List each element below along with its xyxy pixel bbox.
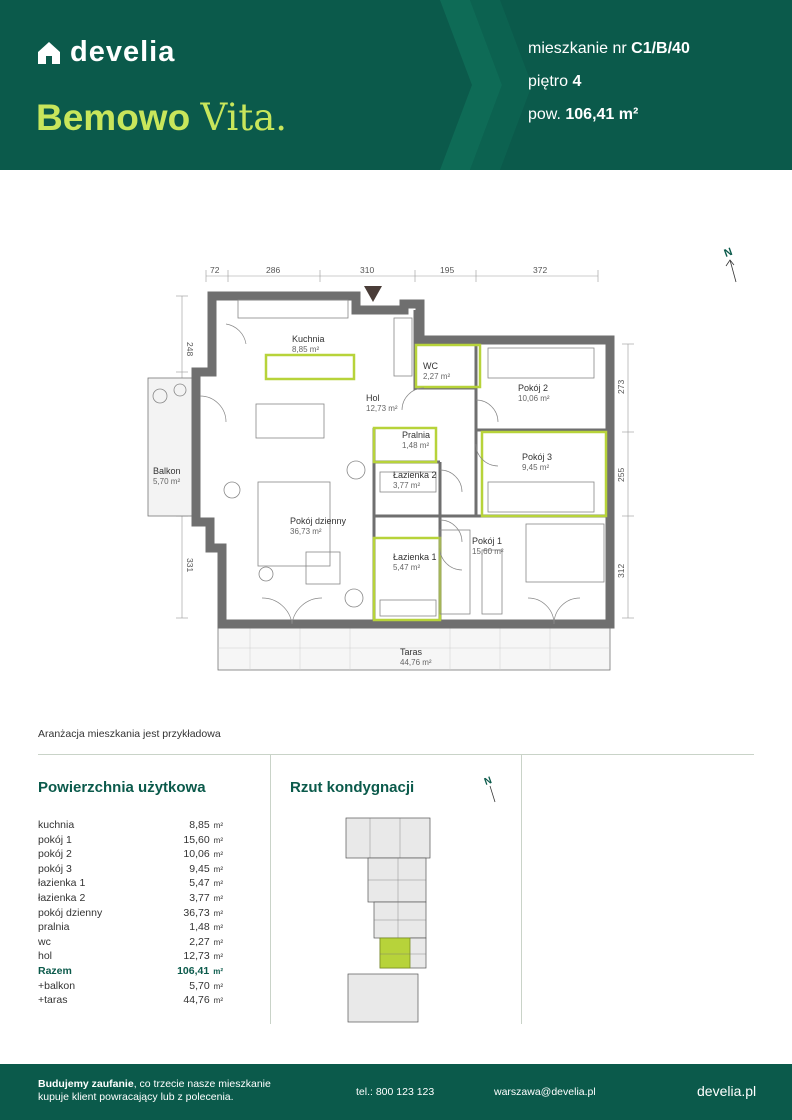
- area-row-unit: m²: [213, 923, 223, 933]
- area-row-name: łazienka 2: [38, 891, 86, 904]
- area-table: [38, 818, 223, 1008]
- room-terrace-area: 44,76 m²: [400, 658, 432, 667]
- area-row-name: +balkon: [38, 979, 76, 992]
- area-row-value: [189, 920, 223, 935]
- column-divider-2: [521, 754, 522, 1024]
- north-label: N: [722, 245, 735, 260]
- area-row-name: pokój dzienny: [38, 906, 103, 919]
- floor-plan-title: Rzut kondygnacji: [290, 779, 415, 796]
- dim-left-1: 248: [185, 342, 195, 357]
- area-row-number: 12,73: [183, 950, 210, 963]
- area-row-name: pokój 2: [38, 848, 72, 861]
- area-row-number: 36,73: [183, 906, 210, 919]
- area-row: [38, 862, 223, 877]
- room-labels: [153, 334, 552, 667]
- area-row-number: 9,45: [189, 862, 210, 875]
- floor-value: 4: [572, 73, 582, 90]
- room-bedroom2-area: 10,06 m²: [518, 394, 550, 403]
- room-bathroom1-area: 5,47 m²: [393, 563, 421, 572]
- area-row-value: [189, 876, 223, 891]
- balcony: [148, 378, 196, 516]
- room-bedroom3-area: 9,45 m²: [522, 463, 550, 472]
- area-value: 106,41 m²: [565, 106, 639, 123]
- area-row: [38, 935, 223, 950]
- svg-text:N: N: [482, 775, 494, 788]
- room-balcony-area: 5,70 m²: [153, 477, 181, 486]
- room-bathroom2-area: 3,77 m²: [393, 481, 421, 490]
- footer-slogan-rest: , co trzecie nasze mieszkanie kupuje klient powracający lub z polecenia.: [38, 1078, 271, 1103]
- area-row-number: 15,60: [183, 833, 210, 846]
- area-row-name: wc: [38, 935, 51, 948]
- section-divider: [38, 754, 754, 755]
- area-row-unit: m²: [213, 937, 223, 947]
- floor-map-highlighted-unit: [380, 938, 410, 968]
- room-laundry-area: 1,48 m²: [402, 441, 430, 450]
- area-row-unit: m²: [213, 864, 223, 874]
- area-row-number: 1,48: [189, 921, 210, 934]
- room-balcony-name: Balkon: [153, 466, 181, 476]
- area-row-value: [183, 993, 223, 1008]
- area-row-value: [183, 906, 223, 921]
- dim-top-4: 195: [440, 265, 455, 275]
- area-row-value: [189, 862, 223, 877]
- footer-slogan: [38, 1078, 288, 1104]
- area-row: [38, 818, 223, 833]
- areas-title: Powierzchnia użytkowa: [38, 779, 206, 796]
- interior-walls: [374, 310, 606, 620]
- area-row-number: 44,76: [183, 994, 210, 1007]
- room-living-name: Pokój dzienny: [290, 516, 347, 526]
- area-row: [38, 833, 223, 848]
- room-living-area: 36,73 m²: [290, 527, 322, 536]
- room-laundry-name: Pralnia: [402, 430, 431, 440]
- room-wc-name: WC: [423, 361, 438, 371]
- footer: [0, 1064, 792, 1120]
- room-hall-area: 12,73 m²: [366, 404, 398, 413]
- area-row: [38, 920, 223, 935]
- apartment-number: [528, 40, 690, 58]
- area-row: [38, 891, 223, 906]
- area-row: [38, 949, 223, 964]
- area-row-unit: m²: [213, 908, 223, 918]
- area-row-unit: m²: [213, 981, 223, 991]
- building-floor-map: [340, 770, 520, 1030]
- brand-name-main: Bemowo: [36, 97, 191, 138]
- area-row-extra: [38, 979, 223, 994]
- brand-name: [36, 96, 287, 139]
- dimension-labels: [185, 265, 626, 646]
- dim-top-3: 310: [360, 265, 375, 275]
- column-divider-1: [270, 754, 271, 1024]
- dim-top-5: 372: [533, 265, 548, 275]
- area-row-value: [189, 935, 223, 950]
- dim-right-3: 312: [616, 563, 626, 578]
- door-swings: [200, 324, 580, 624]
- area-row-name: pralnia: [38, 921, 70, 934]
- north-arrow-icon: [723, 246, 736, 282]
- room-bedroom2-name: Pokój 2: [518, 383, 549, 393]
- room-bathroom2-name: Łazienka 2: [393, 470, 437, 480]
- footer-phone[interactable]: tel.: 800 123 123: [356, 1086, 435, 1098]
- brand-name-suffix: Vita.: [200, 96, 288, 139]
- develia-logo[interactable]: [38, 36, 175, 69]
- area-row-value: [183, 833, 223, 848]
- footer-email[interactable]: warszawa@develia.pl: [494, 1086, 596, 1098]
- area-row-unit: m²: [213, 821, 223, 830]
- area-row-value: [189, 818, 223, 833]
- apartment-floor-plan: [0, 170, 792, 730]
- area-row-value: [189, 979, 223, 994]
- area-row-unit: m²: [213, 835, 223, 845]
- area-row-name: hol: [38, 950, 53, 963]
- area-row-number: 2,27: [189, 935, 210, 948]
- dim-right-1: 273: [616, 379, 626, 394]
- area-row-value: [183, 949, 223, 964]
- room-hall-name: Hol: [366, 393, 380, 403]
- apartment-label: mieszkanie nr: [528, 40, 627, 57]
- floor-label: piętro: [528, 73, 569, 90]
- area-row-number: 3,77: [189, 891, 210, 904]
- area-row-name: pokój 1: [38, 833, 72, 846]
- dim-top-1: 72: [210, 265, 220, 275]
- area-row-unit: m²: [213, 893, 223, 903]
- arrangement-note: Aranżacja mieszkania jest przykładowa: [38, 728, 221, 740]
- area-row-total: [38, 964, 223, 979]
- area-row-number: 5,70: [189, 979, 210, 992]
- dim-left-3: 331: [185, 558, 195, 573]
- area-row-value: [183, 847, 223, 862]
- area-row-unit: m²: [213, 952, 223, 962]
- room-bedroom1-name: Pokój 1: [472, 536, 503, 546]
- area-row-unit: m²: [213, 850, 223, 860]
- room-kitchen-name: Kuchnia: [292, 334, 325, 344]
- area-row-name: łazienka 1: [38, 877, 86, 890]
- room-wc-area: 2,27 m²: [423, 372, 451, 381]
- entrance-marker: [364, 286, 382, 302]
- header-stripe: [440, 0, 530, 170]
- dim-right-2: 255: [616, 467, 626, 482]
- area-row-number: 8,85: [189, 819, 210, 831]
- area-row-unit: m²: [213, 879, 223, 889]
- area-row: [38, 847, 223, 862]
- area-label: pow.: [528, 106, 561, 123]
- room-kitchen-area: 8,85 m²: [292, 345, 320, 354]
- floor-map-north-icon: [483, 775, 495, 802]
- area-row: [38, 906, 223, 921]
- area-row-number: 106,41: [177, 964, 210, 977]
- room-bathroom1-name: Łazienka 1: [393, 552, 437, 562]
- area-row-number: 10,06: [183, 848, 210, 861]
- footer-website[interactable]: develia.pl: [697, 1083, 757, 1099]
- header: [0, 0, 792, 170]
- area-row-name: kuchnia: [38, 819, 75, 831]
- room-bedroom1-area: 15,60 m²: [472, 547, 504, 556]
- floor-number: [528, 73, 581, 91]
- area-row-name: +taras: [38, 994, 68, 1007]
- area-row: [38, 876, 223, 891]
- area-row-name: Razem: [38, 964, 72, 977]
- logo-text: develia: [70, 36, 176, 68]
- apartment-value: C1/B/40: [631, 40, 690, 57]
- develia-logo-icon: [38, 42, 64, 64]
- area-row-number: 5,47: [189, 877, 210, 890]
- area-row-unit: m²: [213, 966, 223, 976]
- area-row-extra: [38, 993, 223, 1008]
- footer-slogan-bold: Budujemy zaufanie: [38, 1078, 134, 1090]
- area-row-unit: m²: [213, 996, 223, 1006]
- room-terrace-name: Taras: [400, 647, 423, 657]
- area-row-name: pokój 3: [38, 862, 72, 875]
- apartment-area: [528, 106, 638, 124]
- area-row-value: [177, 964, 223, 979]
- area-row-value: [189, 891, 223, 906]
- room-bedroom3-name: Pokój 3: [522, 452, 553, 462]
- dim-top-2: 286: [266, 265, 281, 275]
